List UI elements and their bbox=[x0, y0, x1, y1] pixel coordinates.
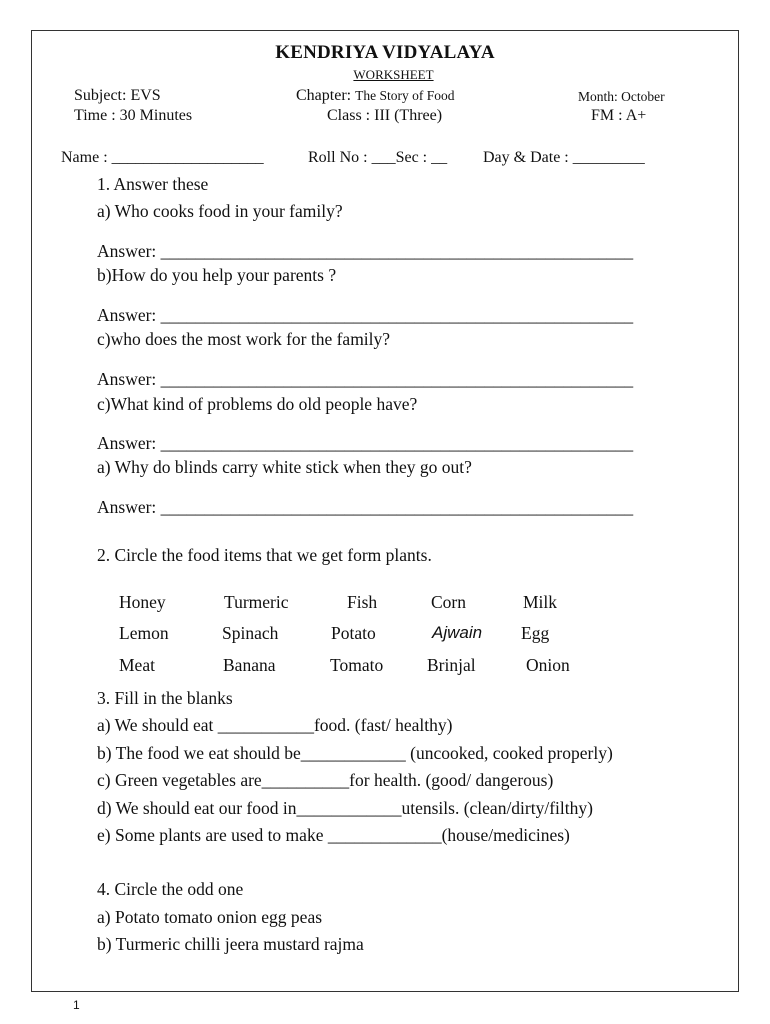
q4-item-b: b) Turmeric chilli jeera mustard rajma bbox=[97, 934, 364, 954]
food-item: Onion bbox=[526, 655, 570, 675]
time: Time : 30 Minutes bbox=[74, 107, 193, 124]
class: Class : III (Three) bbox=[327, 107, 443, 124]
chapter bbox=[296, 87, 454, 105]
food-item: Ajwain bbox=[432, 623, 483, 642]
chapter-value: The Story of Food bbox=[355, 88, 455, 103]
q3-item-a: a) We should eat ___________food. (fast/ healthy) bbox=[97, 715, 453, 735]
worksheet-label: WORKSHEET bbox=[353, 67, 434, 82]
page-number: 1 bbox=[73, 998, 80, 1012]
q1-answer-a: Answer: ______________________________________________________ bbox=[97, 241, 634, 261]
q4-heading: 4. Circle the odd one bbox=[97, 879, 244, 899]
full-marks: FM : A+ bbox=[591, 107, 647, 124]
food-item: Fish bbox=[347, 592, 378, 612]
chapter-label: Chapter: bbox=[296, 87, 352, 104]
q1-answer-c: Answer: ______________________________________________________ bbox=[97, 369, 634, 389]
roll-sec-field: Roll No : ___Sec : __ bbox=[308, 149, 448, 166]
date-field: Day & Date : _________ bbox=[483, 149, 645, 166]
q1-question-a: a) Who cooks food in your family? bbox=[97, 201, 343, 221]
food-item: Potato bbox=[331, 623, 376, 643]
q1-question-d: c)What kind of problems do old people have? bbox=[97, 394, 418, 414]
food-item: Spinach bbox=[222, 623, 279, 643]
q3-item-e: e) Some plants are used to make _____________(house/medicines) bbox=[97, 825, 570, 845]
q1-answer-d: Answer: ______________________________________________________ bbox=[97, 433, 634, 453]
food-item: Milk bbox=[523, 592, 558, 612]
subject: Subject: EVS bbox=[74, 87, 161, 104]
q1-heading: 1. Answer these bbox=[97, 174, 209, 194]
q3-item-d: d) We should eat our food in____________utensils. (clean/dirty/filthy) bbox=[97, 798, 593, 818]
q4-item-a: a) Potato tomato onion egg peas bbox=[97, 907, 323, 927]
school-title: KENDRIYA VIDYALAYA bbox=[275, 42, 495, 63]
month: Month: October bbox=[578, 89, 665, 104]
name-field: Name : ___________________ bbox=[61, 149, 264, 166]
q3-item-b: b) The food we eat should be____________ (uncooked, cooked properly) bbox=[97, 743, 613, 763]
q1-answer-b: Answer: ______________________________________________________ bbox=[97, 305, 634, 325]
food-item: Corn bbox=[431, 592, 466, 612]
q3-item-c: c) Green vegetables are__________for health. (good/ dangerous) bbox=[97, 770, 554, 790]
food-item: Tomato bbox=[330, 655, 384, 675]
q1-answer-e: Answer: ______________________________________________________ bbox=[97, 497, 634, 517]
q1-question-b: b)How do you help your parents ? bbox=[97, 265, 337, 285]
food-item: Meat bbox=[119, 655, 155, 675]
q2-heading: 2. Circle the food items that we get form plants. bbox=[97, 545, 432, 565]
q3-heading: 3. Fill in the blanks bbox=[97, 688, 233, 708]
food-item: Brinjal bbox=[427, 655, 476, 675]
food-item: Egg bbox=[521, 623, 550, 643]
food-item: Lemon bbox=[119, 623, 169, 643]
q1-question-c: c)who does the most work for the family? bbox=[97, 329, 391, 349]
food-item: Honey bbox=[119, 592, 166, 612]
q1-question-e: a) Why do blinds carry white stick when they go out? bbox=[97, 457, 472, 477]
food-item: Banana bbox=[223, 655, 276, 675]
food-item: Turmeric bbox=[224, 592, 289, 612]
